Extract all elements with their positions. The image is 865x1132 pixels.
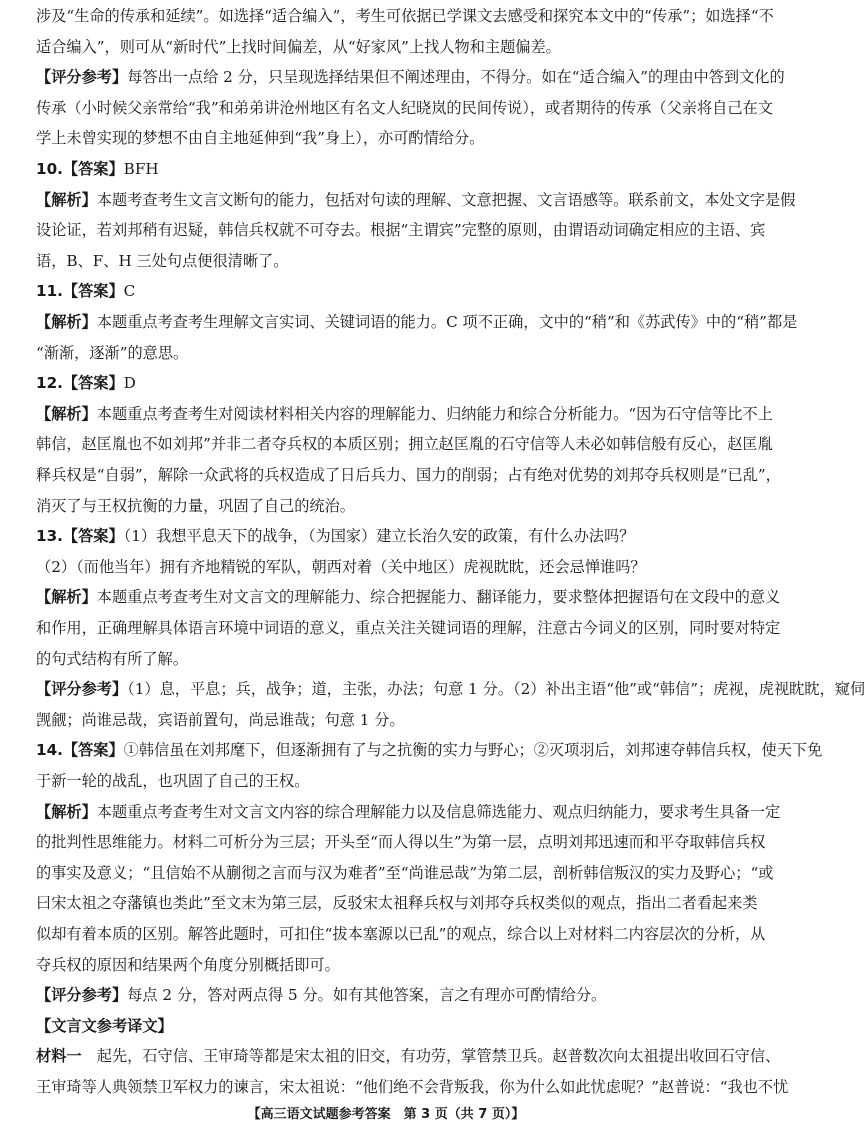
text-line (36, 37, 758, 57)
section-tag: 【评分参考】 (36, 986, 128, 1004)
line-text: 起先，石守信、王审琦等都是宋太祖的旧交，有功劳，掌管禁卫兵。赵普数次向太祖提出收回石守信、 (81, 1047, 781, 1065)
text-line (36, 404, 773, 424)
section-tag: 【解析】 (36, 313, 97, 331)
line-text: 王审琦等人典领禁卫军权力的谏言，宋太祖说：“他们绝不会背叛我，你为什么如此忧虑呢？”赵普说：“我也不忧 (36, 1078, 789, 1096)
line-text: 涉及“生命的传承和延续”。如选择“适合编入”，考生可依据已学课文去感受和探究本文中的“传承”；如选择“不 (36, 7, 774, 25)
text-line (36, 312, 798, 332)
line-text: 于新一轮的战乱，也巩固了自己的王权。 (36, 772, 310, 790)
line-text: 韩信，赵匡胤也不如刘邦”并非二者夺兵权的本质区别；拥立赵匡胤的石守信等人未必如韩信般有反心，赵匡胤 (36, 435, 773, 453)
section-tag: 14.【答案】 (36, 741, 124, 759)
line-text: 本题重点考查考生对文言文内容的综合理解能力以及信息筛选能力、观点归纳能力，要求考生具备一定 (96, 803, 781, 821)
line-text: “渐渐，逐渐”的意思。 (36, 344, 189, 362)
text-line (36, 832, 766, 852)
line-text: 觊觎；尚谁忌哉，宾语前置句，尚忌谁哉；句意 1 分。 (36, 711, 405, 729)
line-text: 和作用，正确理解具体语言环境中词语的意义，重点关注关键词语的理解，注意古今词义的区别，同时要对特定 (36, 619, 781, 637)
text-line (36, 220, 766, 240)
text-line (36, 1077, 789, 1097)
text-line (36, 679, 865, 699)
line-text: （1）息，平息；兵，战争；道，主张，办法；句意 1 分。（2）补出主语“他”或“韩信”；虎视，虎视眈眈，窥伺 (127, 680, 865, 698)
section-tag: 【解析】 (36, 405, 97, 423)
line-text: 本题重点考查考生对文言文的理解能力、综合把握能力、翻译能力，要求整体把握语句在文段中的意义 (96, 588, 781, 606)
line-text: C (123, 282, 136, 300)
section-tag: 11.【答案】 (36, 282, 124, 300)
section-tag: 【解析】 (36, 191, 97, 209)
text-line (36, 985, 758, 1005)
text-line (36, 924, 766, 944)
line-text: 适合编入”，则可从“新时代”上找时间偏差，从“好家风”上找人物和主题偏差。 (36, 38, 561, 56)
line-text: 语，B、F、H 三处句点便很清晰了。 (36, 252, 289, 270)
line-text: （2）（而他当年）拥有齐地精锐的军队，朝西对着（关中地区）虎视眈眈，还会忌惮谁吗？ (36, 558, 646, 576)
text-line (36, 1046, 781, 1066)
text-line (36, 190, 796, 210)
line-text: 传承（小时候父亲常给“我”和弟弟讲沧州地区有名文人纪晓岚的民间传说），或者期待的传承（父亲将自己在文 (36, 99, 773, 117)
line-text: 的批判性思维能力。材料二可析分为三层；开头至“而人得以生”为第一层，点明刘邦迅速而和平夺取韩信兵权 (36, 833, 766, 851)
text-line (36, 710, 758, 730)
text-line (36, 893, 758, 913)
text-line (36, 1016, 758, 1036)
text-line (36, 802, 781, 822)
text-line (36, 434, 773, 454)
section-tag: 【文言文参考译文】 (36, 1017, 173, 1035)
line-text: 夺兵权的原因和结果两个角度分别概括即可。 (36, 956, 340, 974)
line-text: 释兵权是“自弱”，解除一众武将的兵权造成了日后兵力、国力的削弱；占有绝对优势的刘邦夺兵权则是“已乱”， (36, 466, 781, 484)
page-footer: 【高三语文试题参考答案 第 3 页（共 7 页）】 (247, 1107, 525, 1122)
text-line (36, 251, 758, 271)
line-text: 本题重点考查考生理解文言实词、关键词语的能力。C 项不正确，文中的“稍”和《苏武传》中的“稍”都是 (96, 313, 798, 331)
line-text: 曰宋太祖之夺藩镇也类此”至文末为第三层，反驳宋太祖释兵权与刘邦夺兵权类似的观点，指出二者看起来类 (36, 894, 758, 912)
line-text: 学上未曾实现的梦想不由自主地延伸到“我”身上），亦可酌情给分。 (36, 129, 485, 147)
line-text: 每答出一点给 2 分，只呈现选择结果但不阐述理由，不得分。如在“适合编入”的理由中答到文化的 (127, 68, 785, 86)
section-tag: 10.【答案】 (36, 160, 124, 178)
text-line (36, 955, 758, 975)
section-tag: 【解析】 (36, 803, 97, 821)
text-line (36, 740, 823, 760)
text-line (36, 67, 785, 87)
text-line (36, 771, 758, 791)
text-line (36, 618, 781, 638)
line-text: 本题重点考查考生对阅读材料相关内容的理解能力、归纳能力和综合分析能力。“因为石守信等比不上 (96, 405, 773, 423)
line-text: 本题考查考生文言文断句的能力，包括对句读的理解、文意把握、文言语感等。联系前文，本处文字是假 (96, 191, 796, 209)
line-text: （1）我想平息天下的战争，（为国家）建立长治久安的政策，有什么办法吗？ (123, 527, 635, 545)
text-line (36, 343, 758, 363)
line-text: D (123, 374, 136, 392)
line-text: 设论证，若刘邦稍有迟疑，韩信兵权就不可夺去。根据“主谓宾”完整的原则，由谓语动词确定相应的主语、宾 (36, 221, 766, 239)
section-tag: 13.【答案】 (36, 527, 124, 545)
section-tag: 【评分参考】 (36, 680, 128, 698)
line-text: 似却有着本质的区别。解答此题时，可扣住“拔本塞源以已乱”的观点，综合以上对材料二内容层次的分析，从 (36, 925, 766, 943)
text-line (36, 649, 758, 669)
text-line (36, 373, 758, 393)
line-text: 的句式结构有所了解。 (36, 650, 188, 668)
section-tag: 12.【答案】 (36, 374, 124, 392)
text-line (36, 526, 758, 546)
text-line (36, 128, 758, 148)
line-text: 消灭了与王权抗衡的力量，巩固了自己的统治。 (36, 497, 355, 515)
line-text: BFH (123, 160, 159, 178)
line-text: 的事实及意义；“且信始不从蒯彻之言而与汉为难者”至“尚谁忌哉”为第二层，剖析韩信叛汉的实力及野心；“或 (36, 864, 774, 882)
section-tag: 【评分参考】 (36, 68, 128, 86)
section-tag: 【解析】 (36, 588, 97, 606)
text-line (36, 465, 781, 485)
text-line (36, 159, 758, 179)
text-line (36, 496, 758, 516)
section-tag: 材料一 (36, 1047, 82, 1065)
text-line (36, 587, 781, 607)
line-text: 每点 2 分，答对两点得 5 分。如有其他答案，言之有理亦可酌情给分。 (127, 986, 607, 1004)
text-line (36, 557, 758, 577)
text-line (36, 281, 758, 301)
text-line (36, 863, 774, 883)
text-line (36, 6, 774, 26)
line-text: ①韩信虽在刘邦麾下，但逐渐拥有了与之抗衡的实力与野心；②灭项羽后，刘邦速夺韩信兵权，使天下免 (123, 741, 823, 759)
text-line (36, 98, 773, 118)
